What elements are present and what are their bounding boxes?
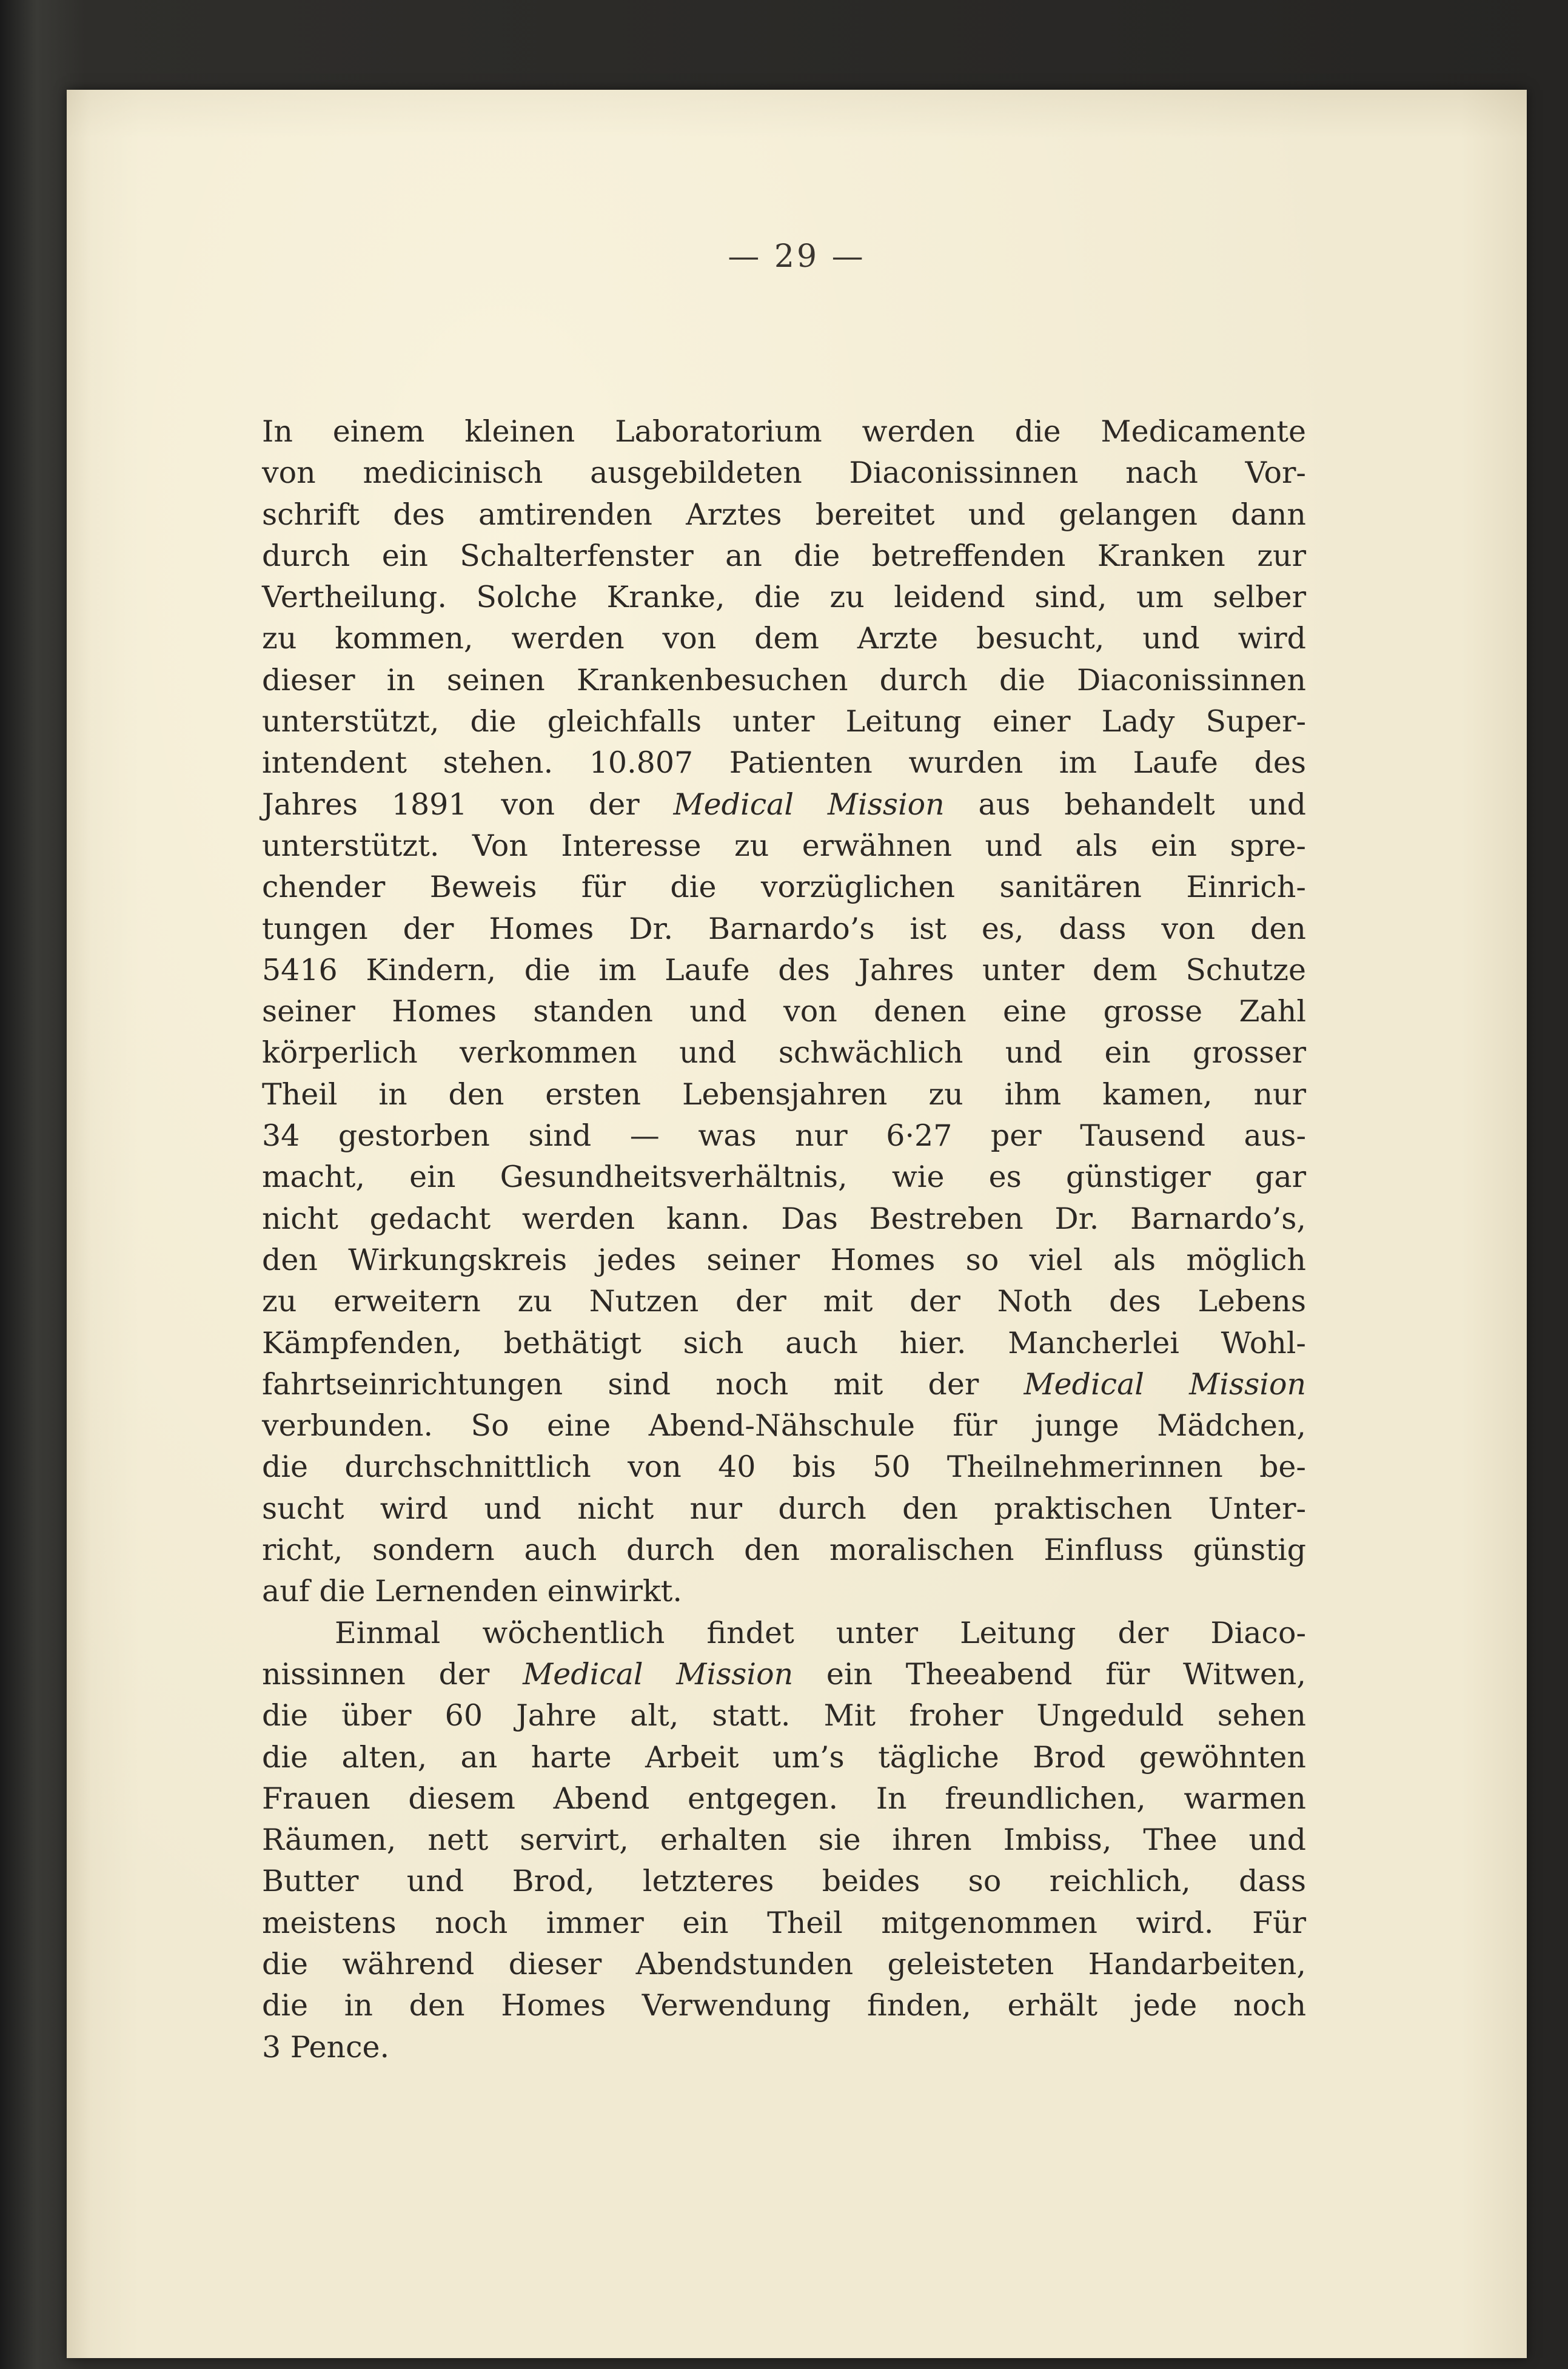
text-line: Theil in den ersten Lebensjahren zu ihm kamen, nur (262, 1077, 1306, 1112)
text-line: macht, ein Gesundheitsverhältnis, wie es günstiger gar (262, 1160, 1306, 1195)
text-line: fahrtseinrichtungen sind noch mit der Medical Mission (262, 1366, 1306, 1402)
text-line: die in den Homes Verwendung finden, erhält jede noch (262, 1988, 1306, 2023)
paragraph-1 (262, 411, 1306, 1613)
text-line: nissinnen der Medical Mission ein Theeabend für Witwen, (262, 1656, 1306, 1692)
text-line: 5416 Kindern, die im Laufe des Jahres unter dem Schutze (262, 952, 1306, 987)
book-page (67, 90, 1527, 2358)
text-line: unterstützt, die gleichfalls unter Leitung einer Lady Super- (262, 704, 1306, 739)
text-line: auf die Lernenden einwirkt. (262, 1574, 682, 1609)
text-line: tungen der Homes Dr. Barnardo’s ist es, dass von den (262, 911, 1306, 946)
text-line: den Wirkungskreis jedes seiner Homes so viel als möglich (262, 1242, 1306, 1277)
text-line: seiner Homes standen und von denen eine grosse Zahl (262, 994, 1306, 1029)
text-line: 34 gestorben sind — was nur 6·27 per Tausend aus- (262, 1118, 1306, 1154)
page-number: — 29 — (728, 238, 866, 275)
text-line: meistens noch immer ein Theil mitgenommen wird. Für (262, 1905, 1306, 1940)
text-line: richt, sondern auch durch den moralischen Einfluss günstig (262, 1533, 1306, 1568)
text-line: sucht wird und nicht nur durch den praktischen Unter- (262, 1491, 1306, 1526)
text-line: intendent stehen. 10.807 Patienten wurden im Laufe des (262, 745, 1306, 781)
text-line: zu erweitern zu Nutzen der mit der Noth des Lebens (262, 1284, 1306, 1319)
text-line: schrift des amtirenden Arztes bereitet und gelangen dann (262, 497, 1306, 532)
text-line: von medicinisch ausgebildeten Diaconissinnen nach Vor- (262, 455, 1306, 491)
text-line: körperlich verkommen und schwächlich und ein grosser (262, 1035, 1306, 1070)
text-line: Einmal wöchentlich findet unter Leitung der Diaco- (335, 1615, 1306, 1650)
text-line: Kämpfenden, bethätigt sich auch hier. Mancherlei Wohl- (262, 1325, 1306, 1360)
body-text (262, 411, 1306, 2068)
text-line: durch ein Schalterfenster an die betreffenden Kranken zur (262, 538, 1306, 573)
text-line: Vertheilung. Solche Kranke, die zu leidend sind, um selber (262, 580, 1306, 615)
text-line: die über 60 Jahre alt, statt. Mit froher Ungeduld sehen (262, 1698, 1306, 1733)
text-line: verbunden. So eine Abend-Nähschule für junge Mädchen, (262, 1408, 1306, 1443)
text-line: die während dieser Abendstunden geleisteten Handarbeiten, (262, 1946, 1306, 1981)
text-line: 3 Pence. (262, 2029, 390, 2065)
text-line: die durchschnittlich von 40 bis 50 Theilnehmerinnen be- (262, 1450, 1306, 1485)
paragraph-2 (262, 1613, 1306, 2068)
text-line: chender Beweis für die vorzüglichen sanitären Einrich- (262, 870, 1306, 905)
text-line: Butter und Brod, letzteres beides so reichlich, dass (262, 1864, 1306, 1899)
text-line: unterstützt. Von Interesse zu erwähnen und als ein spre- (262, 828, 1306, 863)
text-line: Frauen diesem Abend entgegen. In freundlichen, warmen (262, 1781, 1306, 1816)
text-line: zu kommen, werden von dem Arzte besucht, und wird (262, 621, 1306, 656)
text-line: Räumen, nett servirt, erhalten sie ihren Imbiss, Thee und (262, 1823, 1306, 1858)
text-line: dieser in seinen Krankenbesuchen durch die Diaconissinnen (262, 662, 1306, 697)
text-line: nicht gedacht werden kann. Das Bestreben Dr. Barnardo’s, (262, 1201, 1306, 1236)
text-line: In einem kleinen Laboratorium werden die Medicamente (262, 414, 1306, 449)
text-line: Jahres 1891 von der Medical Mission aus behandelt und (262, 787, 1306, 822)
text-line: die alten, an harte Arbeit um’s tägliche Brod gewöhnten (262, 1739, 1306, 1775)
